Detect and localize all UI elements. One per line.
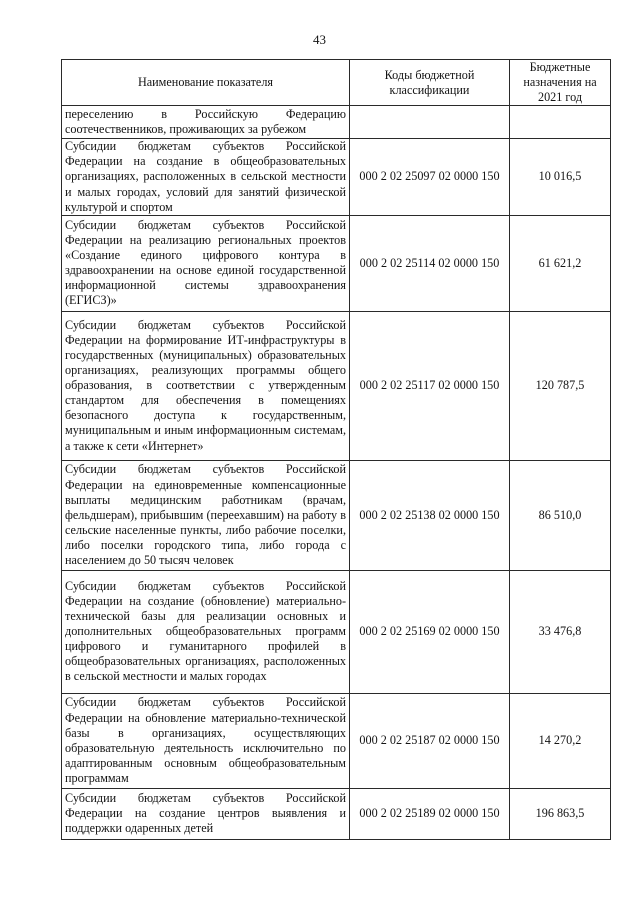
budget-amount-cell: 196 863,5 <box>510 788 611 839</box>
table-row <box>62 311 611 460</box>
table-row <box>62 460 611 570</box>
indicator-name-cell: Субсидии бюджетам субъектов Российской Федерации на реализацию региональных проектов «Создание единого цифрового контура в здравоохранении на основе единой государственной информационной системы здравоохранения (ЕГИСЗ)» <box>62 215 350 311</box>
budget-amount-cell: 14 270,2 <box>510 693 611 788</box>
table-row <box>62 570 611 693</box>
budget-amount-cell: 33 476,8 <box>510 570 611 693</box>
header-indicator-name: Наименование показателя <box>62 60 350 106</box>
budget-code-cell: 000 2 02 25138 02 0000 150 <box>350 460 510 570</box>
budget-code-cell <box>350 106 510 139</box>
indicator-name-cell: Субсидии бюджетам субъектов Российской Федерации на создание (обновление) материально-технической базы для реализации основных и дополнительных общеобразовательных программ цифрового и гуманитарного профилей в общеобразовательных организациях, расположенных в сельской местности и малых городах <box>62 570 350 693</box>
budget-amount-cell: 61 621,2 <box>510 215 611 311</box>
table-row <box>62 106 611 139</box>
indicator-name-cell: Субсидии бюджетам субъектов Российской Федерации на единовременные компенсационные выплаты медицинским работникам (врачам, фельдшерам), прибывшим (переехавшим) на работу в сельские населенные пункты, либо рабочие поселки, либо поселки городского типа, либо города с населением до 50 тысяч человек <box>62 460 350 570</box>
budget-code-cell: 000 2 02 25169 02 0000 150 <box>350 570 510 693</box>
budget-code-cell: 000 2 02 25117 02 0000 150 <box>350 311 510 460</box>
budget-code-cell: 000 2 02 25097 02 0000 150 <box>350 139 510 215</box>
budget-table <box>61 59 611 840</box>
budget-amount-cell: 86 510,0 <box>510 460 611 570</box>
table-row <box>62 215 611 311</box>
budget-code-cell: 000 2 02 25189 02 0000 150 <box>350 788 510 839</box>
page-number: 43 <box>313 32 326 47</box>
indicator-name-cell: переселению в Российскую Федерацию соотечественников, проживающих за рубежом <box>62 106 350 139</box>
budget-code-cell: 000 2 02 25114 02 0000 150 <box>350 215 510 311</box>
budget-amount-cell: 120 787,5 <box>510 311 611 460</box>
budget-code-cell: 000 2 02 25187 02 0000 150 <box>350 693 510 788</box>
indicator-name-cell: Субсидии бюджетам субъектов Российской Федерации на обновление материально-технической базы в организациях, осуществляющих образовательную деятельность исключительно по адаптированным основным общеобразовательным программам <box>62 693 350 788</box>
header-budget-amount: Бюджетные назначения на 2021 год <box>510 60 611 106</box>
table-row <box>62 693 611 788</box>
indicator-name-cell: Субсидии бюджетам субъектов Российской Федерации на создание в общеобразовательных организациях, расположенных в сельской местности и малых городах, условий для занятий физической культурой и спортом <box>62 139 350 215</box>
table-header-row <box>62 60 611 106</box>
table-row <box>62 139 611 215</box>
budget-amount-cell: 10 016,5 <box>510 139 611 215</box>
budget-amount-cell <box>510 106 611 139</box>
table-row <box>62 788 611 839</box>
indicator-name-cell: Субсидии бюджетам субъектов Российской Федерации на формирование ИТ-инфраструктуры в государственных (муниципальных) образовательных организациях, реализующих программы общего образования, в соответствии с утвержденным стандартом для обеспечения в помещениях безопасного доступа к государственным, муниципальным и иным информационным системам, а также к сети «Интернет» <box>62 311 350 460</box>
header-budget-code: Коды бюджетной классификации <box>350 60 510 106</box>
indicator-name-cell: Субсидии бюджетам субъектов Российской Федерации на создание центров выявления и поддержки одаренных детей <box>62 788 350 839</box>
